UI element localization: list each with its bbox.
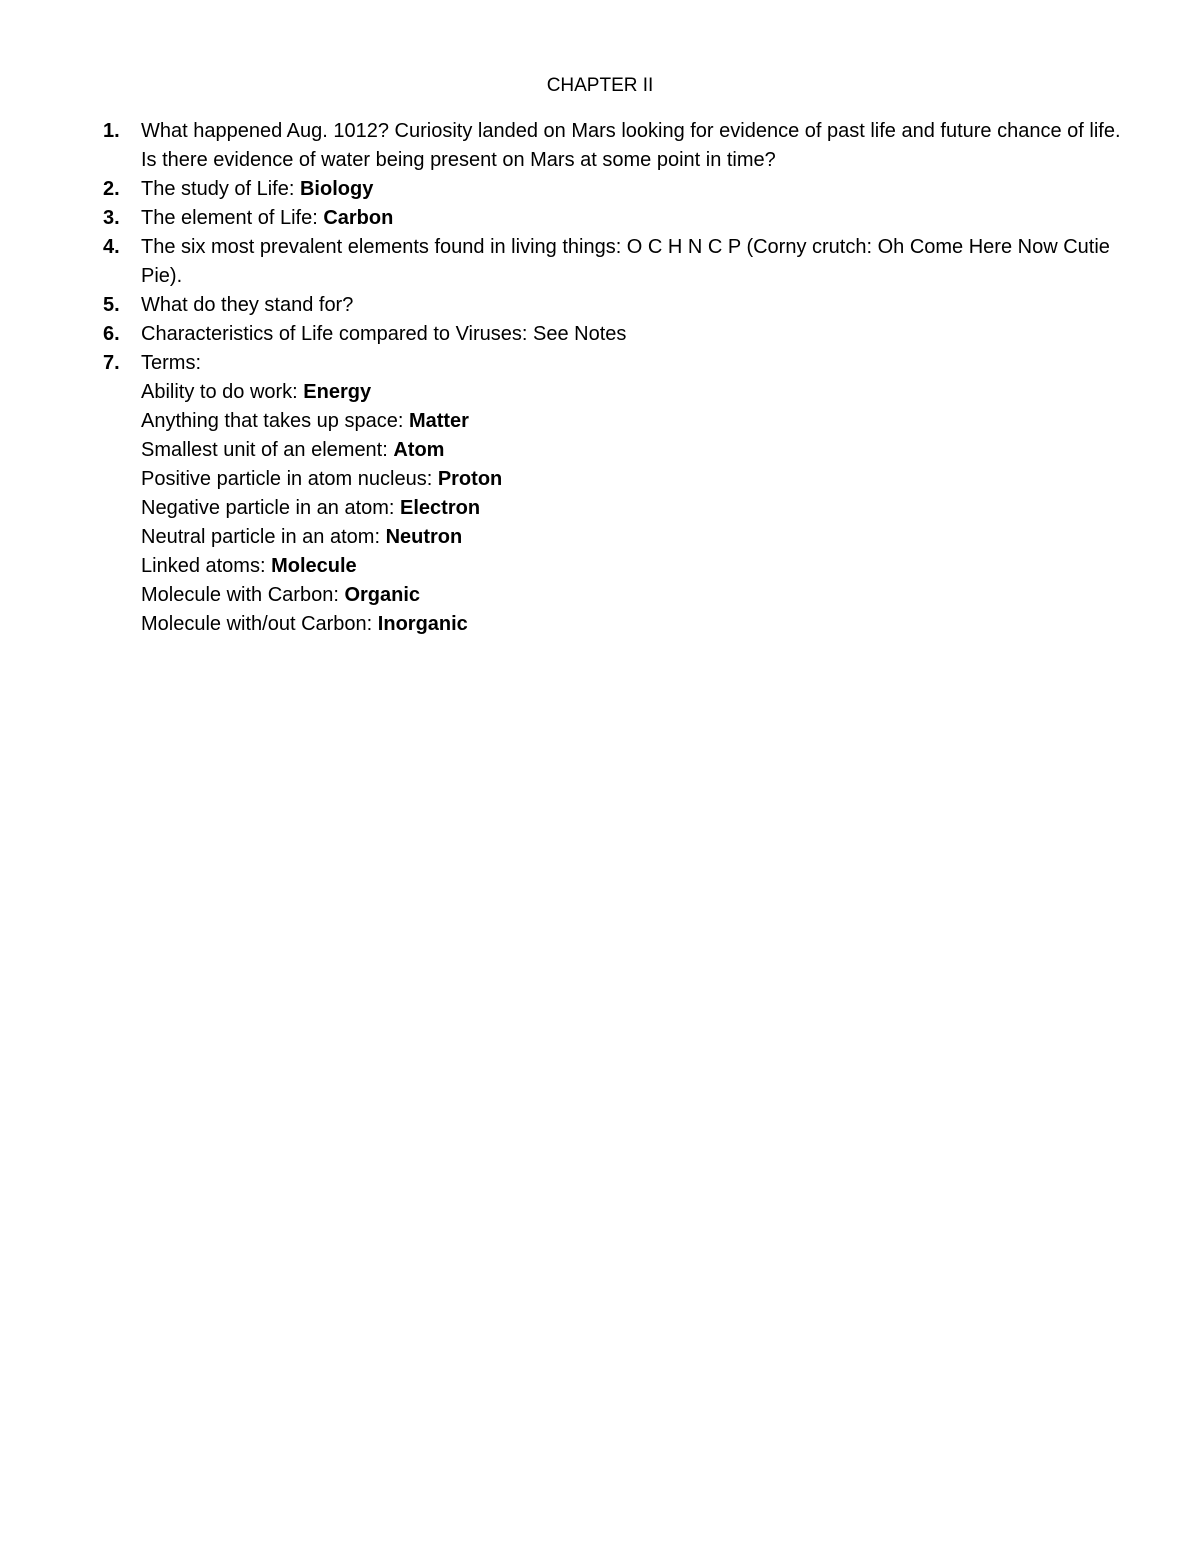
term-organic [141, 581, 1123, 610]
term-neutron [141, 523, 1123, 552]
list-item-5 [103, 291, 1123, 320]
question-list [103, 117, 1123, 639]
term-label: Ability to do work: [141, 381, 304, 403]
term-label: Linked atoms: [141, 555, 272, 577]
term-answer: Electron [400, 497, 481, 519]
term-answer: Matter [408, 410, 469, 432]
term-label: Positive particle in atom nucleus: [141, 468, 438, 490]
item-text: The six most prevalent elements found in living things: O C H N C P (Corny crutch: Oh Come Here Now Cutie Pie). [141, 236, 1110, 287]
term-label: Anything that takes up space: [141, 410, 409, 432]
term-answer: Atom [393, 439, 445, 461]
item-number: 3. [103, 207, 120, 229]
list-item-1 [103, 117, 1123, 175]
item-number: 1. [103, 120, 120, 142]
item-text: Terms: [141, 352, 201, 374]
list-item-3 [103, 204, 1123, 233]
list-item-7 [103, 349, 1123, 639]
term-answer: Energy [303, 381, 372, 403]
term-inorganic [141, 610, 1123, 639]
item-text: Characteristics of Life compared to Viruses: See Notes [141, 323, 627, 345]
item-answer: Carbon [323, 207, 394, 229]
item-answer: Biology [299, 178, 374, 200]
term-matter [141, 407, 1123, 436]
term-answer: Proton [437, 468, 503, 490]
term-atom [141, 436, 1123, 465]
item-number: 6. [103, 323, 120, 345]
term-answer: Neutron [385, 526, 463, 548]
term-energy [141, 378, 1123, 407]
term-answer: Organic [344, 584, 421, 606]
item-text: What happened Aug. 1012? Curiosity landed on Mars looking for evidence of past life and future chance of life. Is there evidence of water being present on Mars at some point in time? [141, 120, 1121, 171]
item-number: 5. [103, 294, 120, 316]
term-label: Molecule with/out Carbon: [141, 613, 378, 635]
item-number: 4. [103, 236, 120, 258]
term-proton [141, 465, 1123, 494]
term-label: Negative particle in an atom: [141, 497, 401, 519]
term-answer: Inorganic [377, 613, 468, 635]
term-label: Molecule with Carbon: [141, 584, 345, 606]
term-label: Smallest unit of an element: [141, 439, 394, 461]
item-text: The study of Life: [141, 178, 300, 200]
item-number: 7. [103, 352, 120, 374]
item-text: The element of Life: [141, 207, 324, 229]
item-text: What do they stand for? [141, 294, 354, 316]
term-electron [141, 494, 1123, 523]
list-item-4 [103, 233, 1123, 291]
item-number: 2. [103, 178, 120, 200]
list-item-6 [103, 320, 1123, 349]
list-item-2 [103, 175, 1123, 204]
chapter-title: CHAPTER II [546, 75, 654, 96]
term-label: Neutral particle in an atom: [141, 526, 386, 548]
term-answer: Molecule [271, 555, 357, 577]
term-molecule [141, 552, 1123, 581]
